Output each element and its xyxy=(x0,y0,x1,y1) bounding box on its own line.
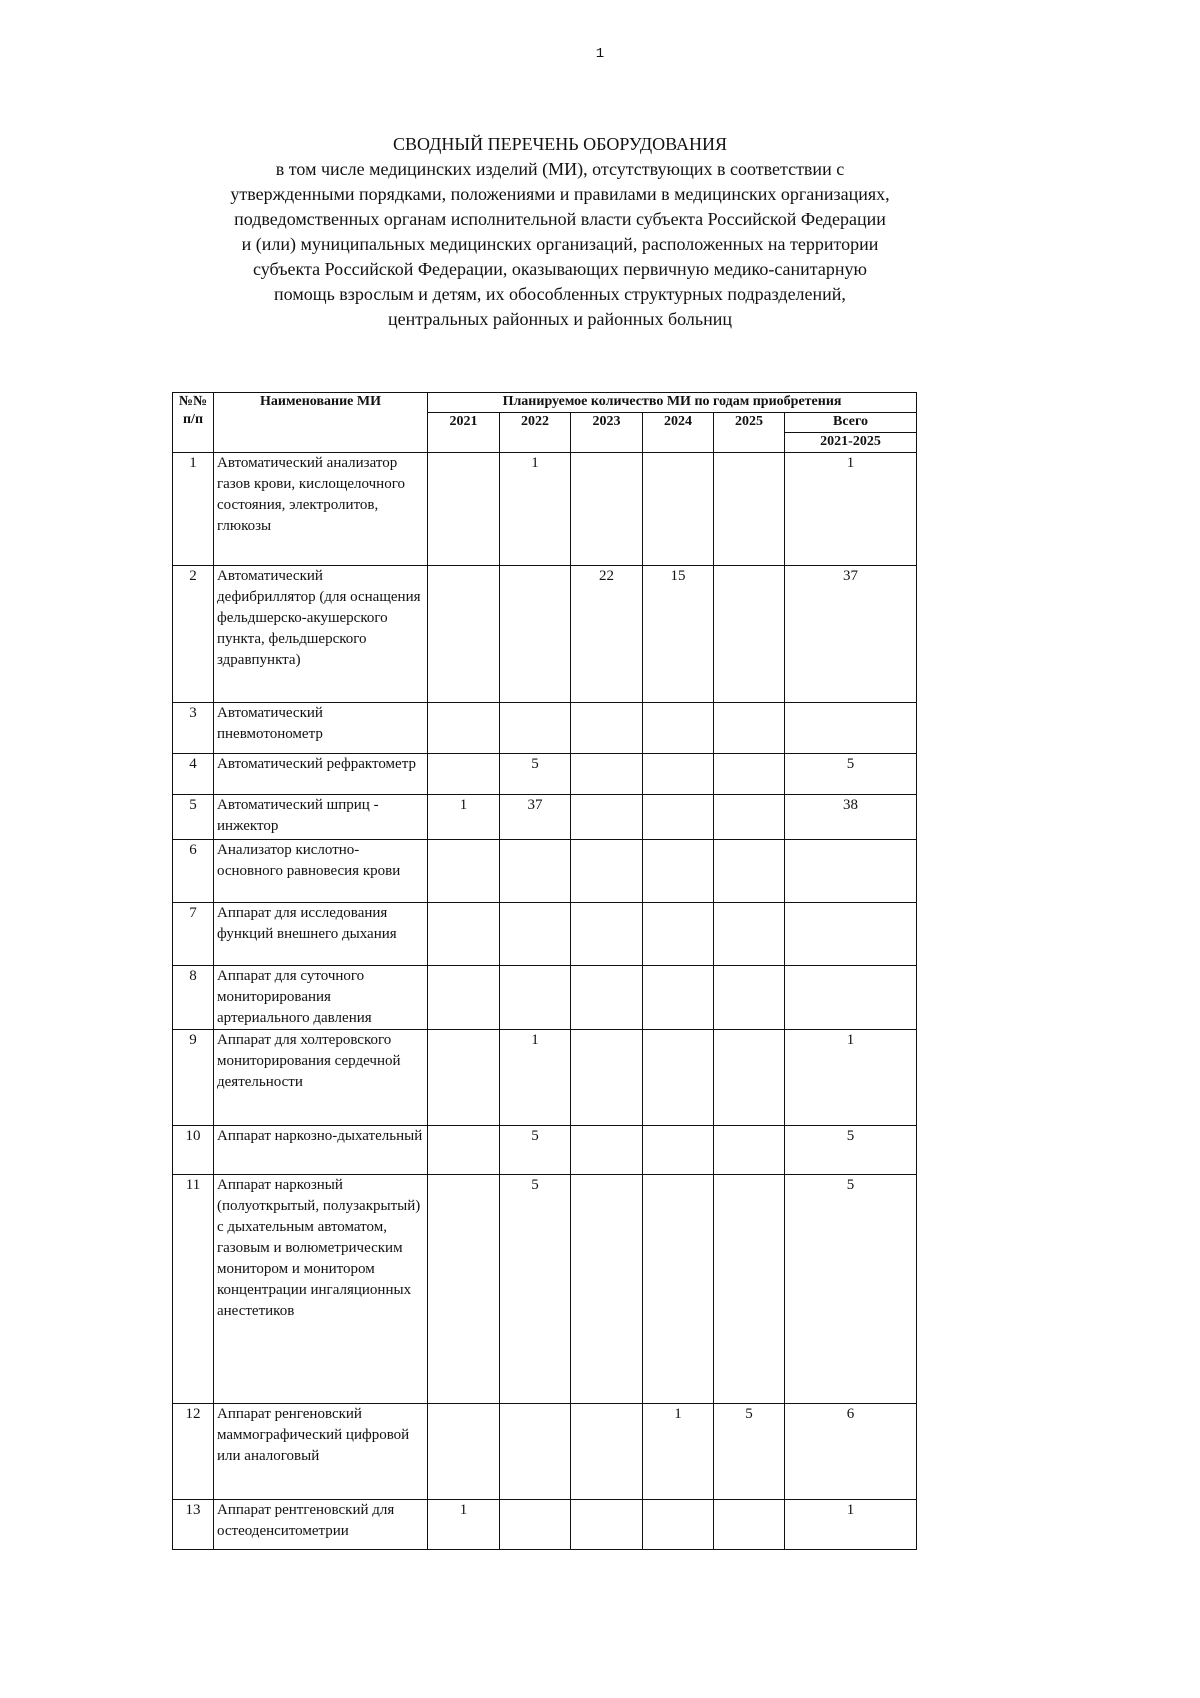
row-qty-2023 xyxy=(571,1175,643,1404)
row-qty-2023 xyxy=(571,453,643,566)
title-line: подведомственных органам исполнительной власти субъекта Российской Федерации xyxy=(234,209,886,229)
table-row xyxy=(173,1404,917,1500)
row-device-name: Аппарат наркозно-дыхательный xyxy=(214,1126,428,1175)
row-qty-2024 xyxy=(643,754,714,795)
row-device-name: Аппарат рентгеновский для остеоденситометрии xyxy=(214,1500,428,1550)
row-total xyxy=(785,703,917,754)
row-device-name: Автоматический пневмотонометр xyxy=(214,703,428,754)
row-qty-2023 xyxy=(571,966,643,1030)
row-number: 12 xyxy=(173,1404,214,1500)
row-device-name: Аппарат для исследования функций внешнего дыхания xyxy=(214,903,428,966)
row-total: 1 xyxy=(785,453,917,566)
row-qty-2023 xyxy=(571,1404,643,1500)
title-line: помощь взрослым и детям, их обособленных структурных подразделений, xyxy=(274,284,846,304)
row-qty-2021 xyxy=(428,1030,500,1126)
row-device-name: Автоматический дефибриллятор (для оснащения фельдшерско-акушерского пункта, фельдшерского здравпункта) xyxy=(214,566,428,703)
row-total: 1 xyxy=(785,1500,917,1550)
row-qty-2025 xyxy=(714,1030,785,1126)
row-qty-2024 xyxy=(643,966,714,1030)
row-total: 5 xyxy=(785,1175,917,1404)
row-total: 38 xyxy=(785,795,917,840)
row-qty-2022: 1 xyxy=(500,1030,571,1126)
row-qty-2022 xyxy=(500,840,571,903)
table-row xyxy=(173,453,917,566)
table-row xyxy=(173,1175,917,1404)
row-qty-2023 xyxy=(571,1030,643,1126)
row-qty-2024 xyxy=(643,453,714,566)
row-number: 1 xyxy=(173,453,214,566)
header-year-2021: 2021 xyxy=(428,413,500,453)
row-total: 5 xyxy=(785,754,917,795)
row-qty-2025 xyxy=(714,1126,785,1175)
row-device-name: Аппарат ренгеновский маммографический цифровой или аналоговый xyxy=(214,1404,428,1500)
row-qty-2022 xyxy=(500,703,571,754)
row-qty-2021 xyxy=(428,903,500,966)
document-title xyxy=(120,132,1000,332)
row-qty-2022: 37 xyxy=(500,795,571,840)
row-total: 6 xyxy=(785,1404,917,1500)
row-qty-2022: 1 xyxy=(500,453,571,566)
row-qty-2024 xyxy=(643,1175,714,1404)
row-qty-2021: 1 xyxy=(428,1500,500,1550)
row-qty-2022 xyxy=(500,966,571,1030)
row-qty-2021 xyxy=(428,703,500,754)
table-row xyxy=(173,566,917,703)
row-qty-2024 xyxy=(643,795,714,840)
row-qty-2023: 22 xyxy=(571,566,643,703)
table-body xyxy=(173,453,917,1550)
row-qty-2024 xyxy=(643,1030,714,1126)
table-row xyxy=(173,1030,917,1126)
title-line: и (или) муниципальных медицинских организаций, расположенных на территории xyxy=(241,234,879,254)
row-number: 3 xyxy=(173,703,214,754)
row-total xyxy=(785,966,917,1030)
row-qty-2025 xyxy=(714,754,785,795)
row-number: 13 xyxy=(173,1500,214,1550)
row-qty-2021 xyxy=(428,453,500,566)
row-qty-2023 xyxy=(571,1500,643,1550)
row-qty-2022 xyxy=(500,566,571,703)
row-qty-2022 xyxy=(500,1404,571,1500)
row-qty-2022 xyxy=(500,903,571,966)
row-device-name: Автоматический анализатор газов крови, кислощелочного состояния, электролитов, глюкозы xyxy=(214,453,428,566)
header-planned: Планируемое количество МИ по годам приобретения xyxy=(428,393,917,413)
row-total xyxy=(785,840,917,903)
table-header xyxy=(173,393,917,453)
title-line: субъекта Российской Федерации, оказывающих первичную медико-санитарную xyxy=(253,259,867,279)
row-qty-2025 xyxy=(714,566,785,703)
row-number: 8 xyxy=(173,966,214,1030)
row-qty-2024 xyxy=(643,1500,714,1550)
row-device-name: Автоматический шприц - инжектор xyxy=(214,795,428,840)
table-row xyxy=(173,703,917,754)
row-qty-2025 xyxy=(714,903,785,966)
row-qty-2021 xyxy=(428,1126,500,1175)
row-number: 9 xyxy=(173,1030,214,1126)
row-qty-2021: 1 xyxy=(428,795,500,840)
row-number: 4 xyxy=(173,754,214,795)
row-total: 1 xyxy=(785,1030,917,1126)
row-number: 10 xyxy=(173,1126,214,1175)
row-device-name: Аппарат наркозный (полуоткрытый, полузакрытый) с дыхательным автоматом, газовым и волюметрическим монитором и монитором концентрации ингаляционных анестетиков xyxy=(214,1175,428,1404)
row-device-name: Аппарат для суточного мониторирования артериального давления xyxy=(214,966,428,1030)
header-number-line1: №№ xyxy=(178,394,208,409)
table-row xyxy=(173,754,917,795)
row-number: 5 xyxy=(173,795,214,840)
row-device-name: Аппарат для холтеровского мониторирования сердечной деятельности xyxy=(214,1030,428,1126)
row-total: 37 xyxy=(785,566,917,703)
table-row xyxy=(173,795,917,840)
row-device-name: Анализатор кислотно-основного равновесия крови xyxy=(214,840,428,903)
row-qty-2025 xyxy=(714,966,785,1030)
row-qty-2022: 5 xyxy=(500,1175,571,1404)
row-qty-2025 xyxy=(714,453,785,566)
table-row xyxy=(173,1500,917,1550)
row-number: 6 xyxy=(173,840,214,903)
header-year-2024: 2024 xyxy=(643,413,714,453)
row-total: 5 xyxy=(785,1126,917,1175)
row-qty-2024 xyxy=(643,903,714,966)
row-qty-2023 xyxy=(571,840,643,903)
title-line: в том числе медицинских изделий (МИ), отсутствующих в соответствии с xyxy=(275,159,845,179)
row-number: 11 xyxy=(173,1175,214,1404)
row-qty-2021 xyxy=(428,754,500,795)
table-row xyxy=(173,1126,917,1175)
row-qty-2021 xyxy=(428,840,500,903)
row-qty-2021 xyxy=(428,566,500,703)
header-name: Наименование МИ xyxy=(214,393,428,453)
table-row xyxy=(173,966,917,1030)
row-qty-2024: 15 xyxy=(643,566,714,703)
header-total-range: 2021-2025 xyxy=(785,433,917,453)
row-total xyxy=(785,903,917,966)
row-qty-2023 xyxy=(571,903,643,966)
row-qty-2025 xyxy=(714,840,785,903)
table-row xyxy=(173,840,917,903)
header-year-2022: 2022 xyxy=(500,413,571,453)
row-qty-2024 xyxy=(643,1126,714,1175)
row-qty-2023 xyxy=(571,703,643,754)
header-total: Всего xyxy=(785,413,917,433)
row-qty-2024 xyxy=(643,840,714,903)
row-qty-2024 xyxy=(643,703,714,754)
row-device-name: Автоматический рефрактометр xyxy=(214,754,428,795)
row-qty-2025 xyxy=(714,1175,785,1404)
header-number-line2: п/п xyxy=(182,412,204,427)
row-qty-2025 xyxy=(714,703,785,754)
row-number: 7 xyxy=(173,903,214,966)
row-qty-2022: 5 xyxy=(500,1126,571,1175)
page-number: 1 xyxy=(595,46,605,62)
header-number xyxy=(173,393,214,453)
row-qty-2022: 5 xyxy=(500,754,571,795)
row-number: 2 xyxy=(173,566,214,703)
row-qty-2024: 1 xyxy=(643,1404,714,1500)
title-heading: СВОДНЫЙ ПЕРЕЧЕНЬ ОБОРУДОВАНИЯ xyxy=(393,134,727,154)
row-qty-2023 xyxy=(571,795,643,840)
row-qty-2023 xyxy=(571,754,643,795)
row-qty-2025: 5 xyxy=(714,1404,785,1500)
row-qty-2021 xyxy=(428,1404,500,1500)
title-line: утвержденными порядками, положениями и правилами в медицинских организациях, xyxy=(230,184,890,204)
header-year-2025: 2025 xyxy=(714,413,785,453)
equipment-table xyxy=(172,392,917,1550)
title-line: центральных районных и районных больниц xyxy=(387,309,732,329)
row-qty-2022 xyxy=(500,1500,571,1550)
row-qty-2021 xyxy=(428,966,500,1030)
row-qty-2025 xyxy=(714,795,785,840)
row-qty-2023 xyxy=(571,1126,643,1175)
row-qty-2021 xyxy=(428,1175,500,1404)
row-qty-2025 xyxy=(714,1500,785,1550)
header-year-2023: 2023 xyxy=(571,413,643,453)
table-row xyxy=(173,903,917,966)
